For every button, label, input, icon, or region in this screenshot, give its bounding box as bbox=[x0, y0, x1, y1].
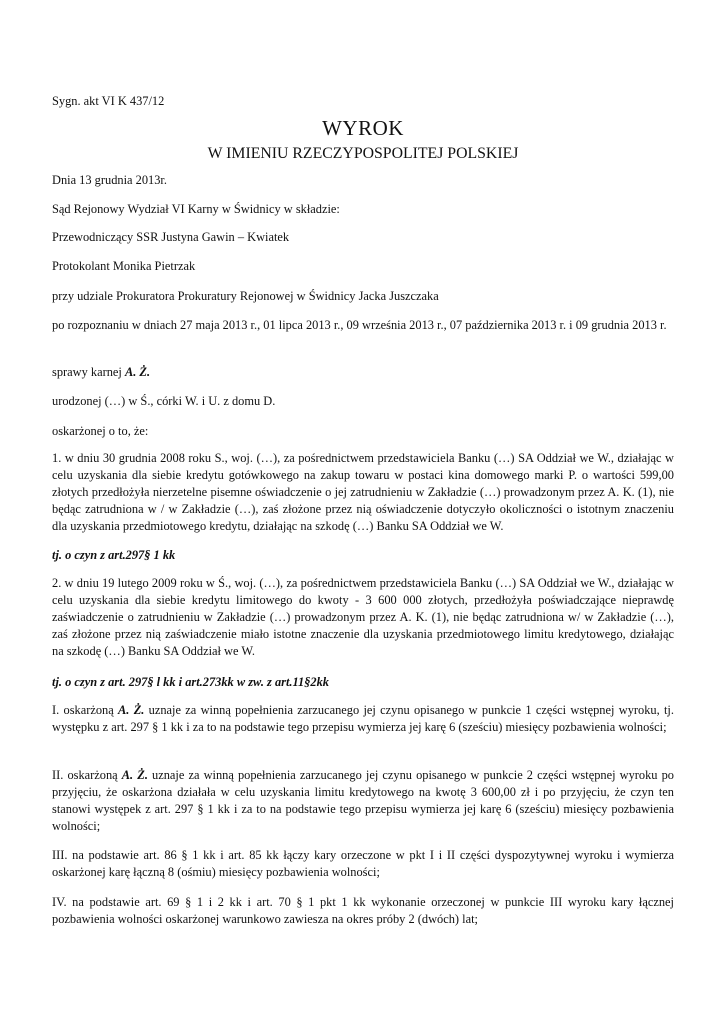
hearing-dates: po rozpoznaniu w dniach 27 maja 2013 r., 01 lipca 2013 r., 09 września 2013 r., 07 października 2013 r. i 09 grudnia 2013 r. bbox=[52, 318, 667, 332]
verdict-1-prefix: I. oskarżoną bbox=[52, 703, 119, 717]
charge-1: 1. w dniu 30 grudnia 2008 roku S., woj. (…), za pośrednictwem przedstawiciela Banku (…) SA Oddział we W., działając w celu uzyskania dla siebie kredytu gotówkowego na zakup towaru w postaci kina domowego marki P. o wartości 599,00 złotych przedłożyła nierzetelne pisemne oświadczenie o jej zatrudnieniu w Zakładzie (…) prowadzonym przez A. K. (1), nie będąc zatrudniona w / w Zakładzie (…), zaś złożone przez nią oświadczenie dotyczyło okoliczności o istotnym znaczeniu dla uzyskania przedmiotowego kredytu, działając na szkodę (…) Banku SA Oddział we W. bbox=[52, 451, 674, 533]
document-title: WYROK bbox=[322, 116, 404, 140]
court-composition: Sąd Rejonowy Wydział VI Karny w Świdnicy w składzie: bbox=[52, 202, 340, 216]
case-line bbox=[52, 364, 674, 381]
case-prefix: sprawy karnej bbox=[52, 365, 125, 379]
defendant-birth: urodzonej (…) w Ś., córki W. i U. z domu D. bbox=[52, 394, 276, 408]
case-signature: Sygn. akt VI K 437/12 bbox=[52, 94, 165, 108]
document-subtitle: W IMIENIU RZECZYPOSPOLITEJ POLSKIEJ bbox=[207, 145, 519, 162]
verdict-1-name: A. Ż. bbox=[118, 703, 145, 717]
court-clerk: Protokolant Monika Pietrzak bbox=[52, 259, 196, 273]
verdict-3: III. na podstawie art. 86 § 1 kk i art. 85 kk łączy kary orzeczone w pkt I i II części dyspozytywnej wyroku i wymierza oskarżonej karę łączną 8 (ośmiu) miesięcy pozbawienia wolności; bbox=[52, 848, 674, 879]
charge-2-law: tj. o czyn z art. 297§ l kk i art.273kk w zw. z art.11§2kk bbox=[52, 675, 329, 689]
verdict-2-prefix: II. oskarżoną bbox=[52, 768, 122, 782]
charge-2: 2. w dniu 19 lutego 2009 roku w Ś., woj. (…), za pośrednictwem przedstawiciela Banku (…) SA Oddział we W., działając w celu uzyskania dla siebie kredytu limitowego do kwoty - 3 600 000 złotych, przedłożyła poświadczające nieprawdę zaświadczenie o zatrudnieniu w Zakładzie (…) prowadzonym przez A. K. (1), nie będąc zatrudniona w/ w Zakładzie (…), zaś złożone przez nią zaświadczenie miało istotne znaczenie dla uzyskania przedmiotowego limitu kredytowego, działając na szkodę (…) Banku SA Oddział we W. bbox=[52, 576, 674, 658]
verdict-4: IV. na podstawie art. 69 § 1 i 2 kk i art. 70 § 1 pkt 1 kk wykonanie orzeczonej w punkcie III wyroku kary łącznej pozbawienia wolności oskarżonej warunkowo zawiesza na okres próby 2 (dwóch) lat; bbox=[52, 895, 674, 926]
accused-intro: oskarżonej o to, że: bbox=[52, 424, 149, 438]
judgment-date: Dnia 13 grudnia 2013r. bbox=[52, 173, 167, 187]
presiding-judge: Przewodniczący SSR Justyna Gawin – Kwiatek bbox=[52, 230, 290, 244]
verdict-2-text: uznaje za winną popełnienia zarzucanego jej czynu opisanego w punkcie 2 części wstępnej wyroku po przyjęciu, że oskarżona działała w celu uzyskania limitu kredytowego na kwotę 3 600,00 zł i po przyjęciu, że czyn ten stanowi występek z art. 297 § 1 kk i za to na podstawie tego przepisu wymierza jej karę 6 (sześciu) miesięcy pozbawienia wolności; bbox=[52, 768, 674, 833]
charge-1-law: tj. o czyn z art.297§ 1 kk bbox=[52, 548, 176, 562]
verdict-1-text: uznaje za winną popełnienia zarzucanego jej czynu opisanego w punkcie 1 części wstępnej wyroku, tj. występku z art. 297 § 1 kk i za to na podstawie tego przepisu wymierza jej karę 6 (sześciu) miesięcy pozbawienia wolności; bbox=[52, 703, 674, 734]
defendant-name: A. Ż. bbox=[124, 365, 151, 379]
verdict-2 bbox=[52, 767, 674, 835]
verdict-2-name: A. Ż. bbox=[121, 768, 148, 782]
verdict-1 bbox=[52, 702, 674, 736]
prosecutor: przy udziale Prokuratora Prokuratury Rejonowej w Świdnicy Jacka Juszczaka bbox=[52, 289, 439, 303]
